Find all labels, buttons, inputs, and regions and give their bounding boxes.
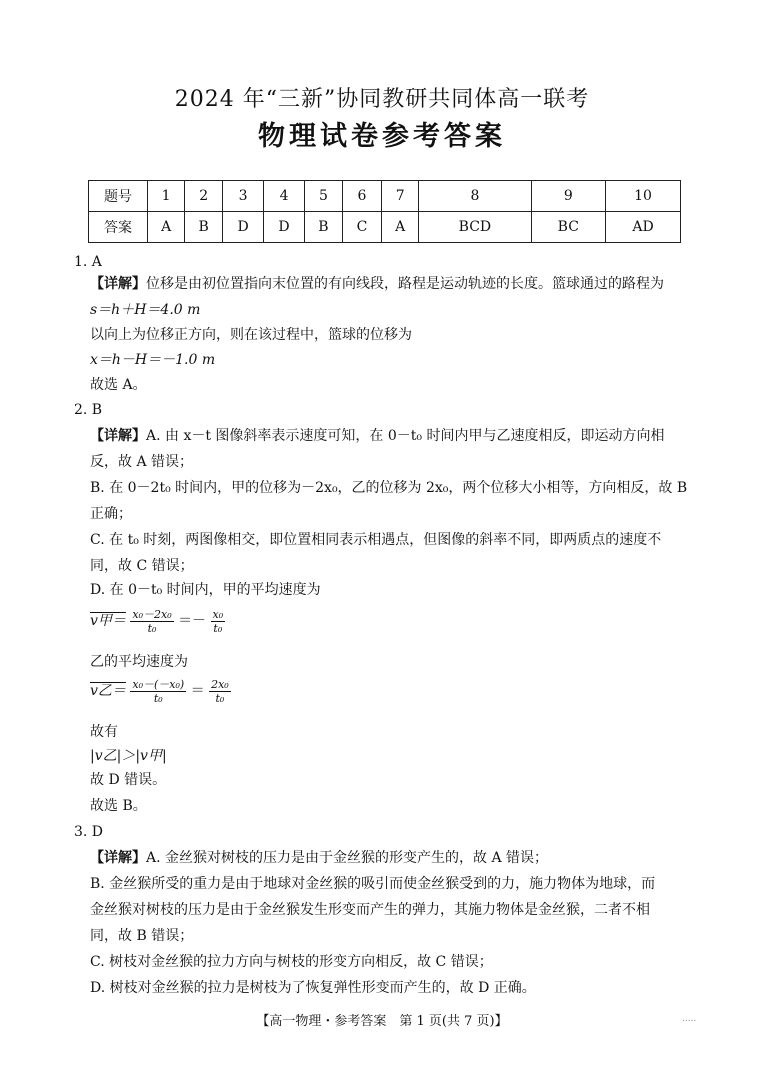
answer-cell: D bbox=[264, 212, 305, 243]
eq1-mid: ＝－ bbox=[178, 613, 207, 629]
q3-line: C. 树枝对金丝猴的拉力方向与树枝的形变方向相反，故 C 错误； bbox=[90, 954, 493, 970]
q1-text: 位移是由初位置指向末位置的有向线段，路程是运动轨迹的长度。篮球通过的路程为 bbox=[146, 276, 664, 292]
question-number: 6 bbox=[342, 181, 381, 212]
q2-line: B. 在 0－2t₀ 时间内，甲的位移为－2x₀，乙的位移为 2x₀，两个位移大小相等，方向相反，故 B bbox=[90, 480, 688, 496]
row-label-answer: 答案 bbox=[89, 212, 148, 243]
detail-tag: 【详解】 bbox=[90, 428, 146, 444]
fraction-numerator: 2x₀ bbox=[211, 677, 229, 691]
fraction bbox=[130, 608, 173, 635]
question-number: 2 bbox=[185, 181, 223, 212]
exam-subtitle: 物理试卷参考答案 bbox=[258, 121, 506, 152]
q1-line: 以向上为位移正方向，则在该过程中，篮球的位移为 bbox=[90, 327, 412, 343]
answer-cell: AD bbox=[606, 212, 681, 243]
question-number: 7 bbox=[382, 181, 419, 212]
eq2-lhs: v乙＝ bbox=[90, 683, 126, 699]
q1-equation: x＝h－H＝－1.0 m bbox=[90, 352, 216, 368]
answer-cell: BCD bbox=[419, 212, 531, 243]
question-3-heading: 3. D bbox=[74, 824, 104, 840]
answer-cell: B bbox=[185, 212, 223, 243]
question-1-heading: 1. A bbox=[74, 254, 102, 270]
answer-cell: A bbox=[382, 212, 419, 243]
detail-tag: 【详解】 bbox=[90, 850, 146, 866]
fraction bbox=[209, 678, 231, 705]
question-number: 9 bbox=[531, 181, 606, 212]
question-number: 10 bbox=[606, 181, 681, 212]
eq1-lhs: v甲＝ bbox=[90, 613, 126, 629]
fraction bbox=[211, 608, 226, 635]
q1-line bbox=[90, 274, 664, 294]
fraction-denominator: t₀ bbox=[153, 691, 163, 705]
q2-line: 反，故 A 错误； bbox=[90, 454, 194, 470]
question-number: 1 bbox=[148, 181, 185, 212]
q3-line: D. 树枝对金丝猴的拉力是树枝为了恢复弹性形变而产生的，故 D 正确。 bbox=[90, 980, 536, 996]
q2-line: 故有 bbox=[90, 724, 118, 740]
exam-title: 2024 年“三新”协同教研共同体高一联考 bbox=[174, 87, 590, 112]
answer-cell: A bbox=[148, 212, 185, 243]
fraction-numerator: x₀－2x₀ bbox=[132, 607, 172, 621]
q3-line: 同，故 B 错误； bbox=[90, 928, 194, 944]
q2-line: 乙的平均速度为 bbox=[90, 654, 188, 670]
table-row bbox=[89, 212, 681, 243]
question-number: 5 bbox=[305, 181, 343, 212]
q2-equation-2 bbox=[90, 676, 231, 706]
row-label-number: 题号 bbox=[89, 181, 148, 212]
q1-conclusion: 故选 A。 bbox=[90, 377, 147, 393]
answer-cell: C bbox=[342, 212, 381, 243]
answer-cell: D bbox=[223, 212, 264, 243]
question-number: 4 bbox=[264, 181, 305, 212]
q3-text: A. 金丝猴对树枝的压力是由于金丝猴的形变产生的，故 A 错误； bbox=[146, 850, 549, 866]
question-2-heading: 2. B bbox=[74, 402, 103, 418]
answer-cell: B bbox=[305, 212, 343, 243]
q2-line: 同，故 C 错误； bbox=[90, 558, 194, 574]
q2-conclusion: 故选 B。 bbox=[90, 798, 147, 814]
q3-line bbox=[90, 848, 548, 868]
answer-cell: BC bbox=[531, 212, 606, 243]
q2-inequality: |v乙|＞|v甲| bbox=[90, 748, 167, 764]
q3-line: 金丝猴对树枝的压力是由于金丝猴发生形变而产生的弹力，其施力物体是金丝猴，二者不相 bbox=[90, 902, 650, 918]
fraction-denominator: t₀ bbox=[213, 621, 223, 635]
q2-line: D. 在 0－t₀ 时间内，甲的平均速度为 bbox=[90, 582, 321, 598]
footer-dots: ..... bbox=[682, 1014, 697, 1024]
q1-equation: s＝h＋H＝4.0 m bbox=[90, 302, 201, 318]
q2-line: 故 D 错误。 bbox=[90, 772, 167, 788]
q2-line: 正确； bbox=[90, 506, 132, 522]
question-number: 3 bbox=[223, 181, 264, 212]
answer-table bbox=[88, 180, 681, 243]
q3-line: B. 金丝猴所受的重力是由于地球对金丝猴的吸引而使金丝猴受到的力，施力物体为地球，而 bbox=[90, 876, 656, 892]
eq2-mid: ＝ bbox=[190, 683, 205, 699]
fraction-numerator: x₀ bbox=[212, 607, 224, 621]
page-footer: 【高一物理・参考答案 第 1 页(共 7 页)】 bbox=[256, 1014, 508, 1029]
table-row bbox=[89, 181, 681, 212]
detail-tag: 【详解】 bbox=[90, 276, 146, 292]
question-number: 8 bbox=[419, 181, 531, 212]
q2-equation-1 bbox=[90, 606, 225, 636]
q2-line bbox=[90, 426, 664, 446]
q2-line: C. 在 t₀ 时刻，两图像相交，即位置相同表示相遇点，但图像的斜率不同，即两质点的速度不 bbox=[90, 532, 662, 548]
fraction-numerator: x₀－(－x₀) bbox=[132, 677, 185, 691]
fraction-denominator: t₀ bbox=[215, 691, 225, 705]
fraction bbox=[130, 678, 186, 705]
q2-text: A. 由 x－t 图像斜率表示速度可知，在 0－t₀ 时间内甲与乙速度相反，即运动方向相 bbox=[146, 428, 665, 444]
fraction-denominator: t₀ bbox=[147, 621, 157, 635]
